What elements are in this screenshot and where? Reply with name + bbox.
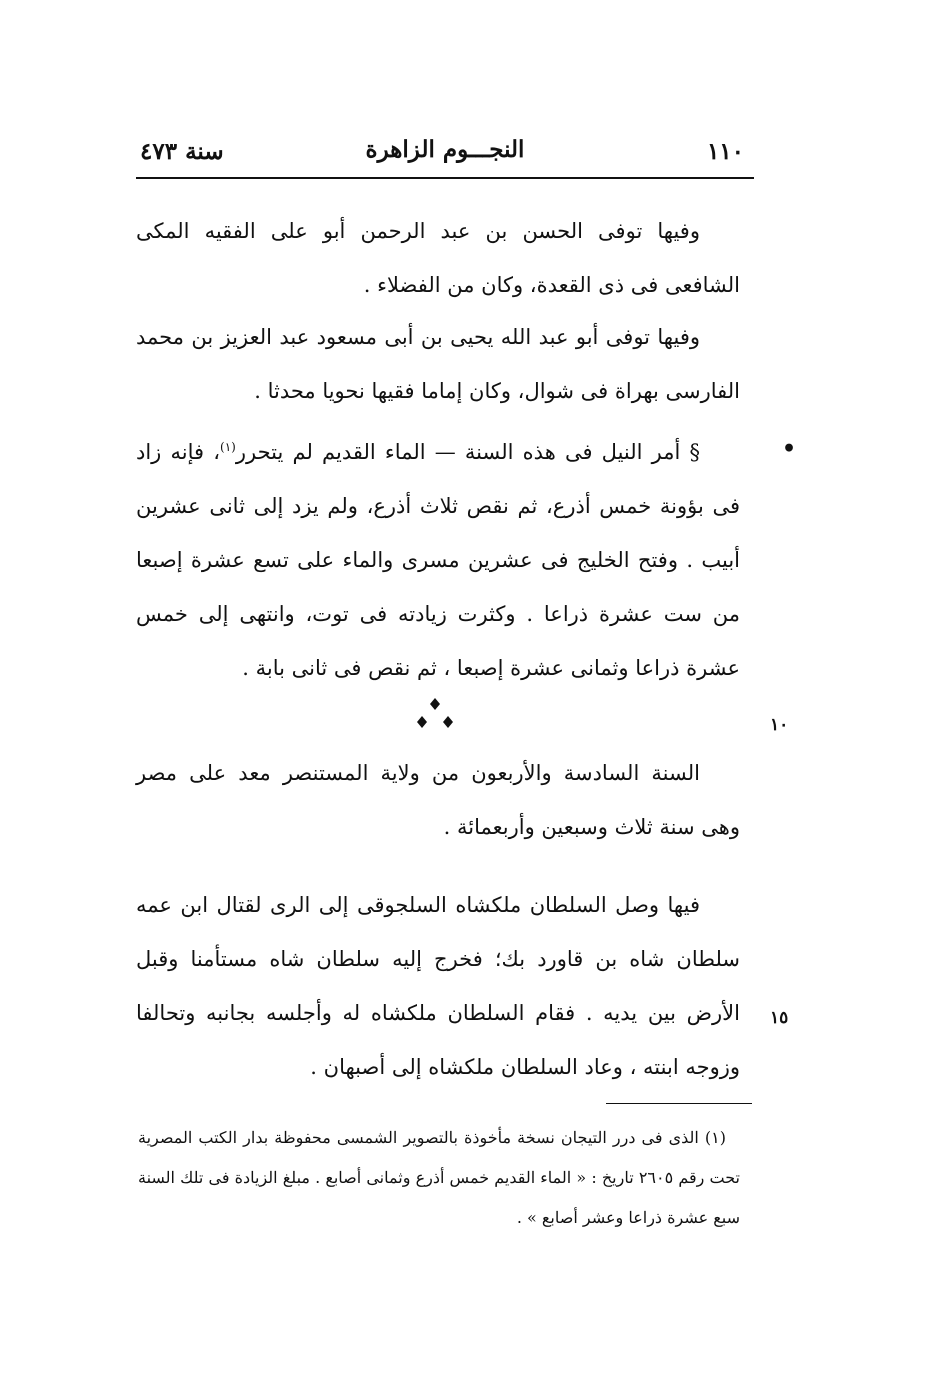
paragraph-nile: § أمر النيل فى هذه السنة — الماء القديم لم يتحرر$^{(١)}$، فإنه زاد فى بؤونة خمس أذرع، ثم نقص ثلاث أذرع، ولم يزد إلى ثانى عشرين أبيب . وفتح الخليج فى عشرين مسرى والماء على تسع عشرة إصبعا من ست عشرة ذراعا . وكثرت زيادته فى توت، وانتهى إلى خمس عشرة ذراعا وثمانى عشرة إصبعا ، ثم نقص فى ثانى بابة . (136, 440, 740, 680)
paragraph-death-hasan: وفيها توفى الحسن بن عبد الرحمن أبو على الفقيه المكى الشافعى فى ذى القعدة، وكان من الفضلاء . (136, 219, 740, 297)
page-number: ١١٠ (706, 138, 744, 165)
footnote-rule (606, 1103, 752, 1104)
line-number-15: ١٥ (770, 1008, 789, 1028)
margin-bullet: • (782, 436, 797, 462)
paragraph-malikshah: فيها وصل السلطان ملكشاه السلجوقى إلى الرى لقتال ابن عمه سلطان شاه بن قاورد بك؛ فخرج إليه سلطان شاه مستأمنا وقبل الأرض بين يديه . فقام السلطان ملكشاه له وأجلسه بجانبه وتحالفا وزوجه ابنته ، وعاد السلطان ملكشاه إلى أصبهان . (136, 893, 740, 1079)
running-header (136, 134, 754, 174)
header-rule (136, 177, 754, 179)
paragraph-year-heading: السنة السادسة والأربعون من ولاية المستنصر معد على مصر وهى سنة ثلاث وسبعين وأربعمائة . (136, 761, 740, 839)
section-ornament-icon (414, 696, 456, 732)
footnote-text: (١) الذى فى درر التيجان نسخة مأخوذة بالتصوير الشمسى محفوظة بدار الكتب المصرية تحت رقم ٢٦٠٥ تاريخ : « الماء القديم خمس أذرع وثمانى أصابع . مبلغ الزيادة فى تلك السنة سبع عشرة ذراعا وعشر أصابع » . (138, 1128, 740, 1227)
line-number-10: ١٠ (770, 715, 789, 735)
footnote-reference: (١) (220, 440, 236, 454)
year-label: سنة ٤٧٣ (140, 138, 224, 165)
running-title: النجـــوم الزاهرة (365, 136, 525, 163)
paragraph-death-yahya: وفيها توفى أبو عبد الله يحيى بن أبى مسعود عبد العزيز بن محمد الفارسى بهراة فى شوال، وكان إماما فقيها نحويا محدثا . (136, 325, 740, 403)
